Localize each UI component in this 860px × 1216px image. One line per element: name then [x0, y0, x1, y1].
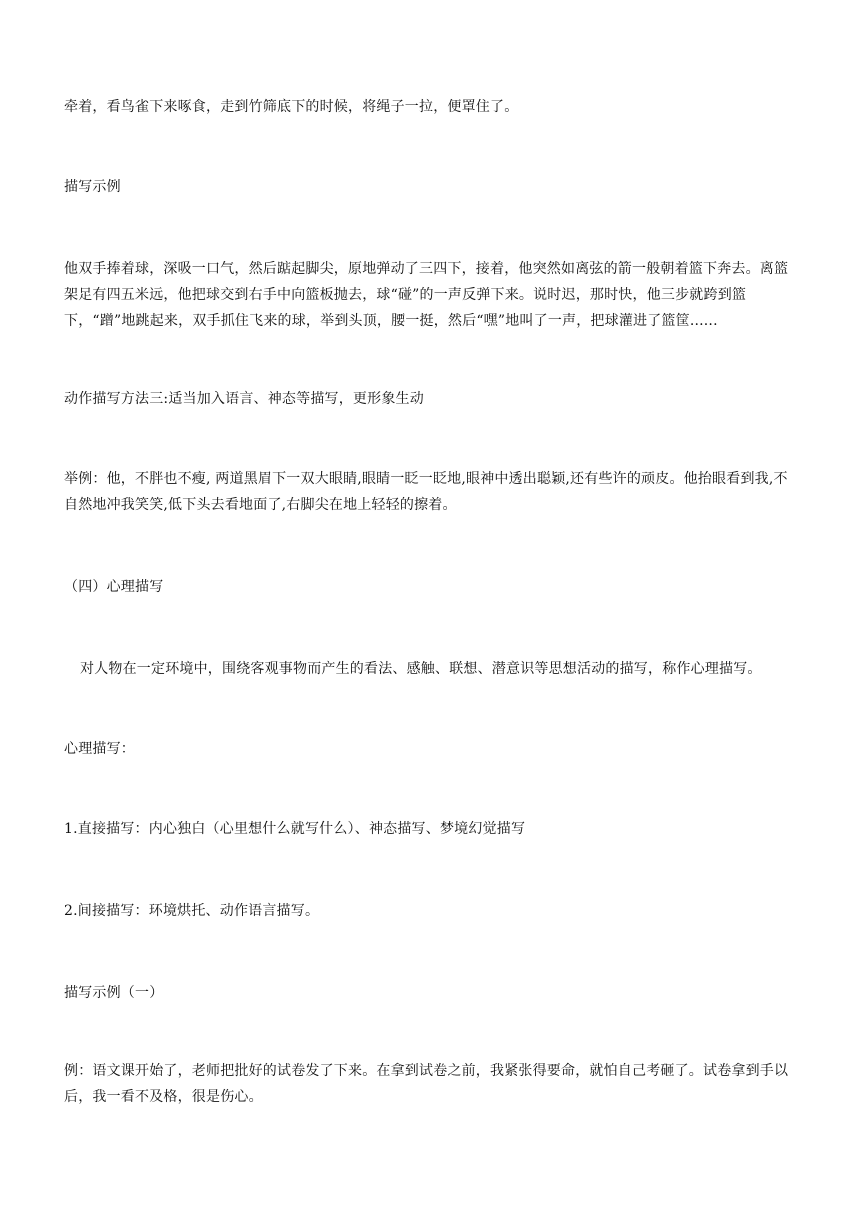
list-item-indirect: 2.间接描写：环境烘托、动作语言描写。 [64, 903, 320, 919]
paragraph-exam-example: 例：语文课开始了，老师把批好的试卷发了下来。在拿到试卷之前，我紧张得要命，就怕自己考砸了。试卷拿到手以后，我一看不及格，很是伤心。 [64, 1063, 789, 1105]
heading-method-three: 动作描写方法三:适当加入语言、神态等描写，更形象生动 [64, 391, 424, 407]
heading-example: 描写示例 [64, 179, 121, 195]
list-item-direct: 1.直接描写：内心独白（心里想什么就写什么）、神态描写、梦境幻觉描写 [64, 821, 526, 837]
section-heading-psychology: （四）心理描写 [64, 579, 164, 595]
heading-psychology-label: 心理描写： [64, 741, 135, 757]
paragraph-example-boy: 举例：他，不胖也不瘦, 两道黑眉下一双大眼睛,眼睛一眨一眨地,眼神中透出聪颖,还有些许的顽皮。他抬眼看到我,不自然地冲我笑笑,低下头去看地面了,右脚尖在地上轻轻的擦着。 [64, 471, 788, 513]
paragraph-definition: 对人物在一定环境中，围绕客观事物而产生的看法、感触、联想、潜意识等思想活动的描写，称作心理描写。 [80, 661, 762, 677]
paragraph-bird-trap: 牵着，看鸟雀下来啄食，走到竹筛底下的时候，将绳子一拉，便罩住了。 [64, 99, 519, 115]
paragraph-basketball: 他双手捧着球，深吸一口气，然后踮起脚尖，原地弹动了三四下，接着，他突然如离弦的箭一般朝着篮下奔去。离篮架足有四五米远，他把球交到右手中向篮板抛去，球“碰”的一声反弹下来。说时迟，那时快，他三步就跨到篮下，“蹭”地跳起来，双手抓住飞来的球，举到头顶，腰一挺，然后“嘿”地叫了一声，把球灌进了篮筐...... [64, 261, 789, 329]
heading-example-one: 描写示例（一） [64, 985, 164, 1001]
